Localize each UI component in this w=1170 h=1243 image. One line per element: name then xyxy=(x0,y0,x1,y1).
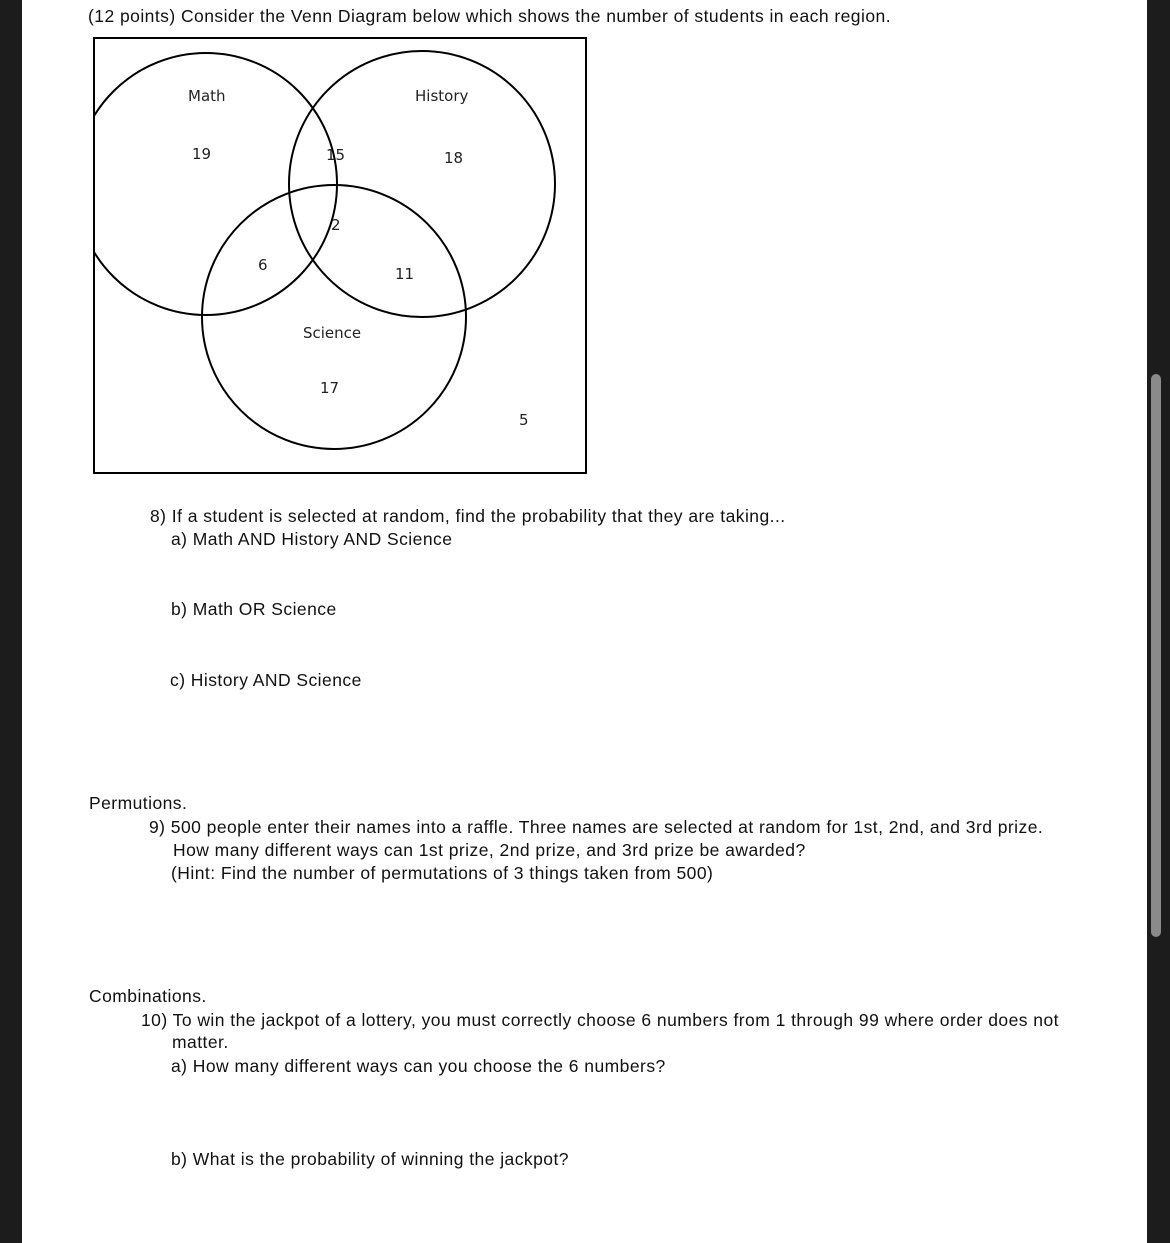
region-history-only: 18 xyxy=(444,149,464,167)
history-label: History xyxy=(415,87,469,105)
combinations-heading: Combinations. xyxy=(89,986,207,1006)
q9-line-1: 9) 500 people enter their names into a raffle. Three names are selected at random for 1st, 2nd, and 3rd prize. xyxy=(149,817,1044,837)
q8-part-c: c) History AND Science xyxy=(170,670,362,690)
venn-svg xyxy=(95,39,585,472)
venn-diagram xyxy=(93,37,587,474)
q10-part-a: a) How many different ways can you choose the 6 numbers? xyxy=(171,1056,666,1076)
region-math-only: 19 xyxy=(192,145,212,163)
q8-part-b: b) Math OR Science xyxy=(171,599,337,619)
q10-line-2: matter. xyxy=(172,1032,229,1052)
vertical-scrollbar[interactable] xyxy=(1151,374,1161,937)
q8-part-a: a) Math AND History AND Science xyxy=(171,529,453,549)
document-page xyxy=(22,0,1147,1243)
q9-line-2: How many different ways can 1st prize, 2nd prize, and 3rd prize be awarded? xyxy=(173,840,806,860)
region-science-only: 17 xyxy=(320,379,340,397)
region-all-three: 2 xyxy=(331,216,341,234)
math-label: Math xyxy=(188,87,226,105)
science-label: Science xyxy=(303,324,362,342)
region-math-history: 15 xyxy=(326,146,346,164)
region-history-science: 11 xyxy=(395,265,415,283)
q8-stem: 8) If a student is selected at random, find the probability that they are taking... xyxy=(150,506,786,526)
intro-text: (12 points) Consider the Venn Diagram below which shows the number of students in each region. xyxy=(88,6,892,26)
q10-line-1: 10) To win the jackpot of a lottery, you must correctly choose 6 numbers from 1 through 99 where order does not xyxy=(141,1010,1059,1030)
q9-hint: (Hint: Find the number of permutations of 3 things taken from 500) xyxy=(171,863,714,883)
region-outside: 5 xyxy=(519,411,529,429)
permutations-heading: Permutions. xyxy=(89,793,188,813)
region-math-science: 6 xyxy=(258,256,268,274)
q10-part-b: b) What is the probability of winning the jackpot? xyxy=(171,1149,569,1169)
